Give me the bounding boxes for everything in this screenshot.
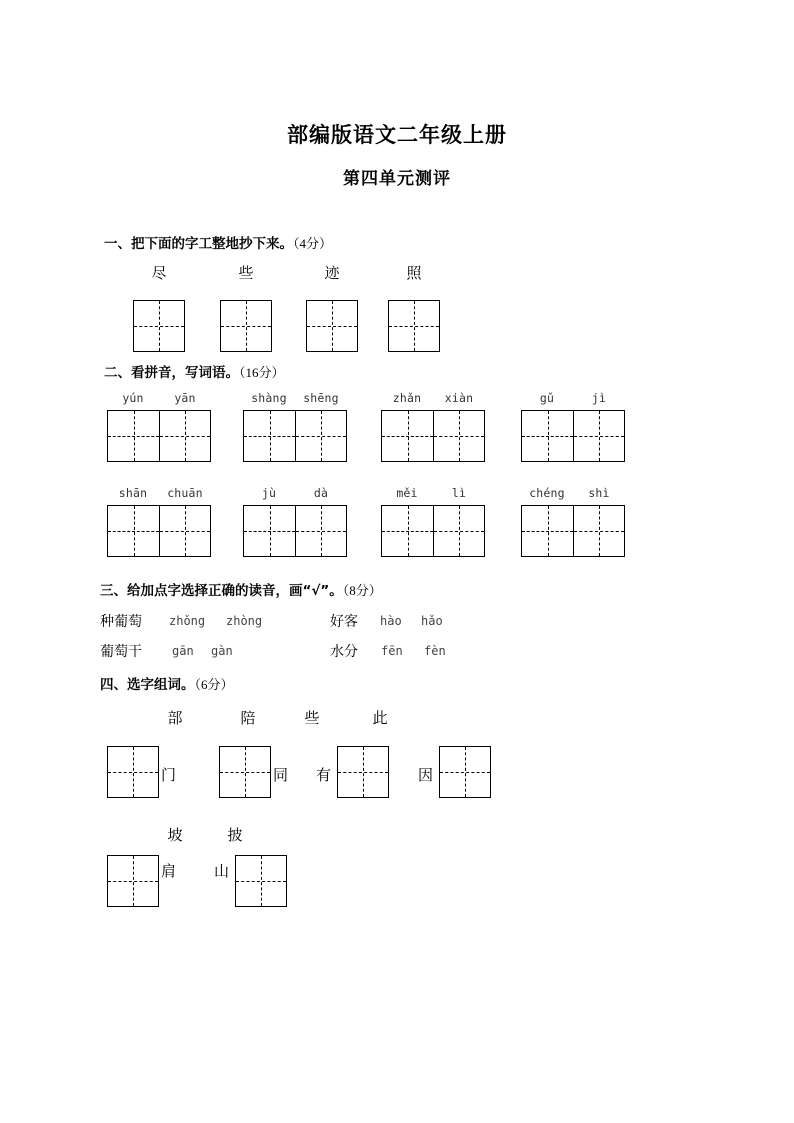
section-2-word-grid-r1-c2[interactable] — [381, 505, 485, 557]
section-3-option-2-b[interactable]: gàn — [211, 644, 233, 658]
section-4-heading-text: 四、选字组词。 — [100, 677, 195, 693]
section-4-choice-0: 部 — [167, 709, 183, 727]
section-2-word-grid-r0-c1[interactable] — [243, 410, 347, 462]
pinyin-syllable: lì — [451, 486, 467, 500]
section-4-after-char-1: 同 — [273, 766, 289, 784]
section-4-choice-1: 陪 — [240, 709, 256, 727]
pinyin-syllable: chuān — [167, 486, 203, 500]
pinyin-syllable: yún — [122, 391, 144, 405]
section-4-blank-box-2[interactable] — [337, 746, 389, 798]
section-2-pinyin-r0-c0 — [107, 391, 211, 405]
section-4-choice-3: 此 — [372, 709, 388, 727]
section-1-writing-box-3[interactable] — [388, 300, 440, 352]
section-3-option-1-b[interactable]: hǎo — [421, 614, 443, 628]
section-4-blank-box-5[interactable] — [235, 855, 287, 907]
section-2-word-grid-r0-c0[interactable] — [107, 410, 211, 462]
section-2-word-grid-r1-c1[interactable] — [243, 505, 347, 557]
section-3-word-0: 种葡萄 — [100, 614, 142, 630]
page-title-main: 部编版语文二年级上册 — [287, 123, 507, 147]
grid-cell[interactable] — [295, 506, 346, 556]
grid-cell[interactable] — [244, 411, 295, 461]
section-4-blank-box-1[interactable] — [219, 746, 271, 798]
section-4-choice-4: 坡 — [167, 826, 183, 844]
pinyin-syllable: zhǎn — [392, 391, 422, 405]
section-3-option-0-b[interactable]: zhòng — [226, 614, 263, 628]
section-3-option-2-a[interactable]: gān — [172, 644, 194, 658]
pinyin-syllable: dà — [313, 486, 329, 500]
pinyin-syllable: shàng — [251, 391, 287, 405]
section-1-heading-text: 一、把下面的字工整地抄下来。 — [104, 236, 293, 252]
section-3-word-3: 水分 — [330, 644, 358, 660]
section-4-choice-5: 披 — [227, 826, 243, 844]
pinyin-syllable: yān — [174, 391, 196, 405]
section-1-points: （4分） — [293, 236, 333, 251]
grid-cell[interactable] — [108, 411, 159, 461]
grid-cell[interactable] — [108, 506, 159, 556]
section-2-word-grid-r0-c3[interactable] — [521, 410, 625, 462]
section-3-heading-text: 三、给加点字选择正确的读音，画“√”。 — [100, 583, 343, 599]
pinyin-syllable: shān — [118, 486, 148, 500]
section-2-word-grid-r0-c2[interactable] — [381, 410, 485, 462]
section-1-heading — [104, 232, 332, 252]
grid-cell[interactable] — [159, 506, 210, 556]
grid-cell[interactable] — [433, 506, 484, 556]
section-4-before-char-5: 山 — [214, 862, 230, 880]
section-4-before-char-3: 因 — [418, 766, 434, 784]
grid-cell[interactable] — [522, 411, 573, 461]
section-4-blank-box-0[interactable] — [107, 746, 159, 798]
section-1-char-1: 些 — [238, 264, 254, 282]
grid-cell[interactable] — [295, 411, 346, 461]
section-3-word-2: 葡萄干 — [100, 644, 142, 660]
section-2-pinyin-r0-c1 — [243, 391, 347, 405]
section-3-option-3-b[interactable]: fèn — [424, 644, 446, 658]
section-1-char-2: 迹 — [324, 264, 340, 282]
section-2-pinyin-r1-c1 — [243, 486, 347, 500]
section-4-choice-2: 些 — [304, 709, 320, 727]
grid-cell[interactable] — [382, 411, 433, 461]
pinyin-syllable: jì — [591, 391, 607, 405]
section-4-blank-box-3[interactable] — [439, 746, 491, 798]
section-3-option-0-a[interactable]: zhǒng — [169, 614, 206, 628]
section-1-writing-box-1[interactable] — [220, 300, 272, 352]
grid-cell[interactable] — [159, 411, 210, 461]
section-3-heading — [100, 579, 382, 599]
section-2-pinyin-r1-c3 — [521, 486, 625, 500]
section-2-pinyin-r1-c2 — [381, 486, 485, 500]
pinyin-syllable: měi — [396, 486, 418, 500]
section-2-heading-text: 二、看拼音，写词语。 — [104, 365, 239, 381]
section-4-points: （6分） — [194, 677, 234, 692]
section-2-word-grid-r1-c0[interactable] — [107, 505, 211, 557]
section-4-before-char-2: 有 — [316, 766, 332, 784]
section-4-heading — [100, 673, 234, 693]
section-2-pinyin-r0-c3 — [521, 391, 625, 405]
section-3-points: （8分） — [342, 583, 382, 598]
section-4-after-char-4: 肩 — [161, 862, 177, 880]
section-2-word-grid-r1-c3[interactable] — [521, 505, 625, 557]
pinyin-syllable: shì — [588, 486, 610, 500]
page-title-sub: 第四单元测评 — [343, 169, 451, 189]
grid-cell[interactable] — [573, 411, 624, 461]
pinyin-syllable: shēng — [303, 391, 339, 405]
section-1-writing-box-2[interactable] — [306, 300, 358, 352]
section-2-points: （16分） — [239, 365, 285, 380]
section-2-heading — [104, 361, 285, 381]
section-1-char-3: 照 — [406, 264, 422, 282]
section-3-word-1: 好客 — [330, 614, 358, 630]
section-3-option-3-a[interactable]: fēn — [381, 644, 403, 658]
grid-cell[interactable] — [382, 506, 433, 556]
grid-cell[interactable] — [573, 506, 624, 556]
section-3-option-1-a[interactable]: hào — [380, 614, 402, 628]
section-2-pinyin-r0-c2 — [381, 391, 485, 405]
section-4-blank-box-4[interactable] — [107, 855, 159, 907]
pinyin-syllable: xiàn — [444, 391, 474, 405]
pinyin-syllable: chéng — [529, 486, 565, 500]
section-4-after-char-0: 门 — [161, 766, 177, 784]
section-1-char-0: 尽 — [151, 264, 167, 282]
grid-cell[interactable] — [244, 506, 295, 556]
section-2-pinyin-r1-c0 — [107, 486, 211, 500]
pinyin-syllable: jù — [261, 486, 277, 500]
pinyin-syllable: gǔ — [539, 391, 555, 405]
grid-cell[interactable] — [522, 506, 573, 556]
section-1-writing-box-0[interactable] — [133, 300, 185, 352]
grid-cell[interactable] — [433, 411, 484, 461]
